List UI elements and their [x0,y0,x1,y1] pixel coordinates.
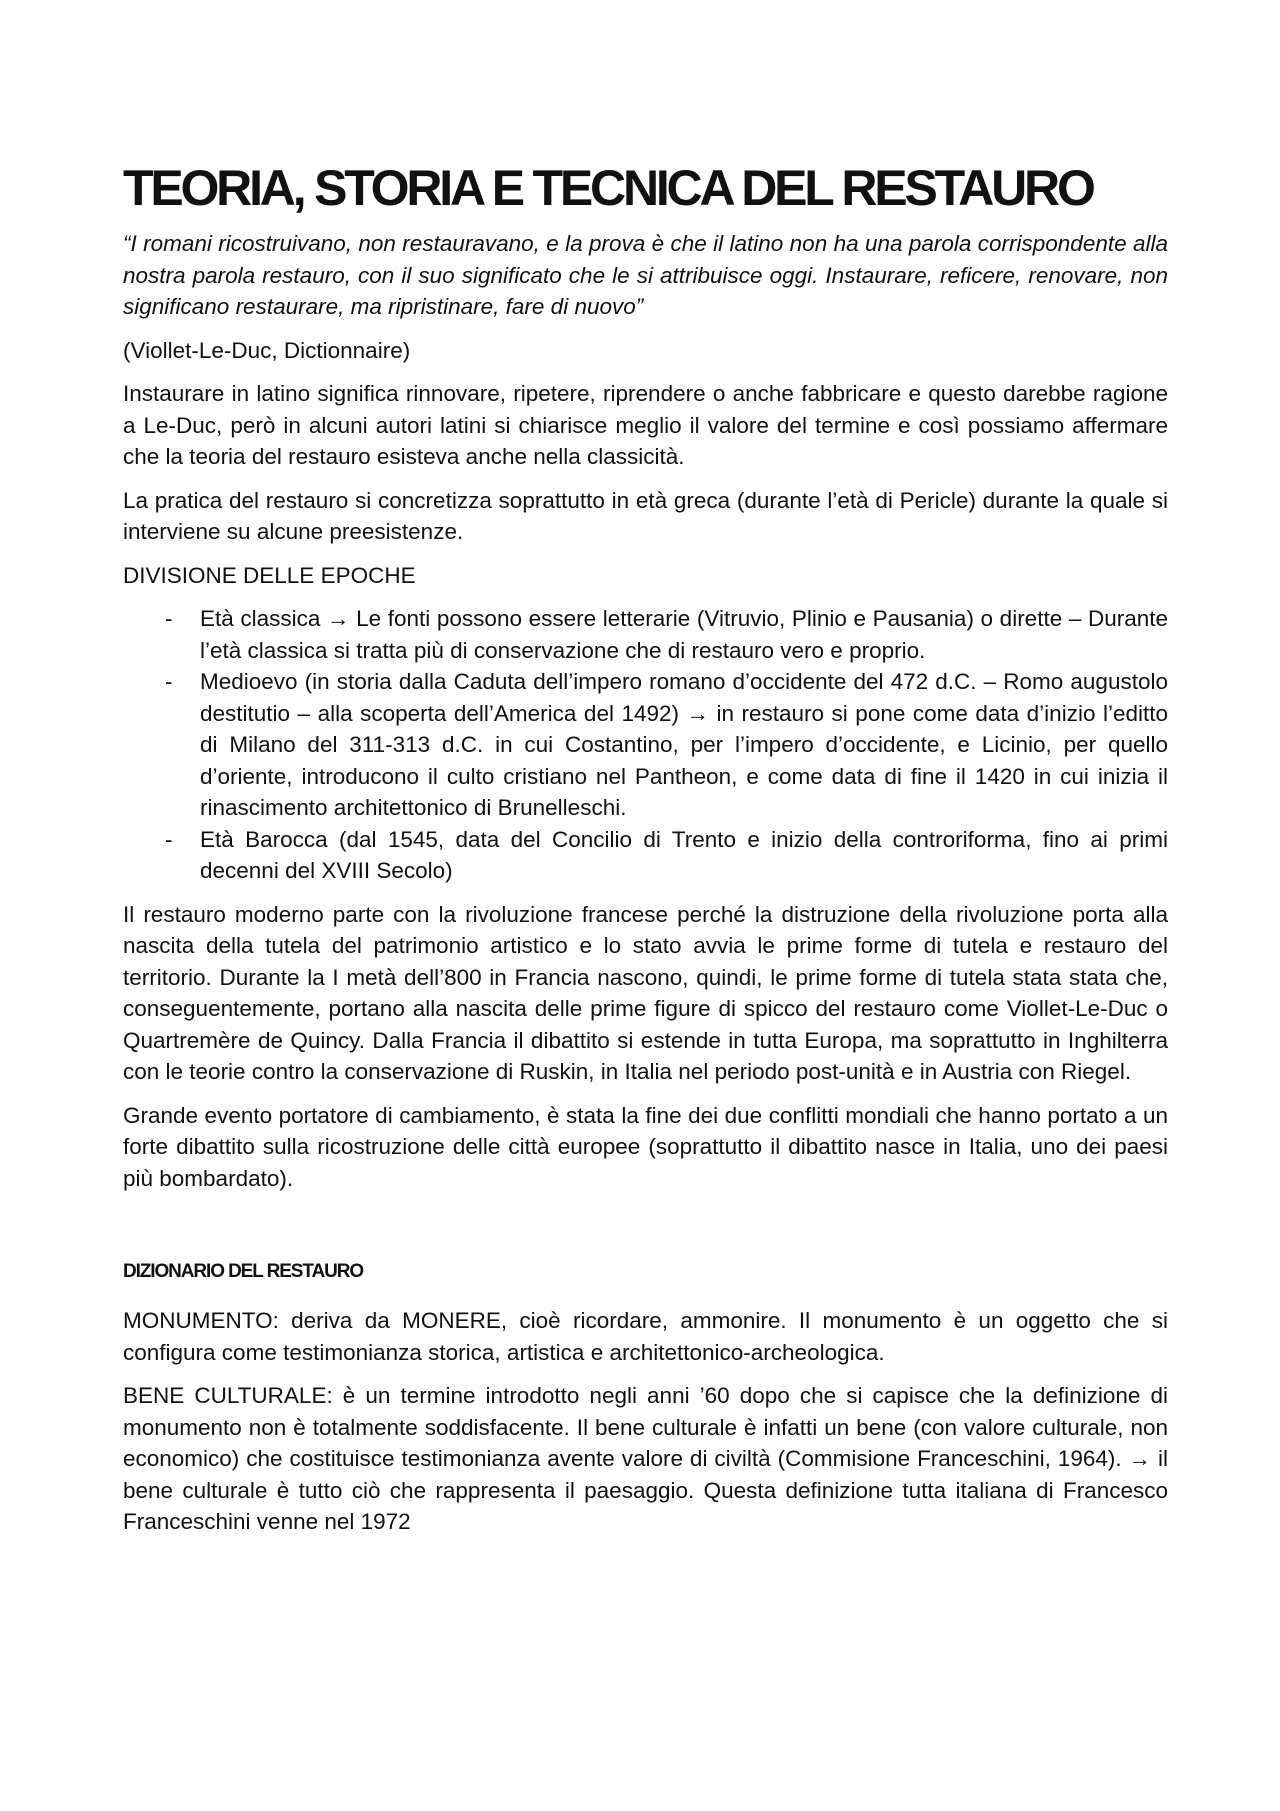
paragraph-restauro-moderno: Il restauro moderno parte con la rivoluzione francese perché la distruzione della rivoluzione porta alla nascita della tutela del patrimonio artistico e lo stato avvia le prime forme di tutela e restauro del territorio. Durante la I metà dell’800 in Francia nascono, quindi, le prime forme di tutela stata stata che, conseguentemente, portano alla nascita delle prime figure di spicco del restauro come Viollet-Le-Duc o Quartremère de Quincy. Dalla Francia il dibattito si estende in tutta Europa, ma soprattutto in Inghilterra con le teorie contro la conservazione di Ruskin, in Italia nel periodo post-unità e in Austria con Riegel. [123,901,1168,1084]
definition-bene-culturale: BENE CULTURALE: è un termine introdotto negli anni ’60 dopo che si capisce che la definizione di monumento non è totalmente soddisfacente. Il bene culturale è infatti un bene (con valore culturale, non economico) che costituisce testimonianza avente valore di civiltà (Commisione Franceschini, 1964). → il bene culturale è tutto ciò che rappresenta il paesaggio. Questa definizione tutta italiana di Francesco Franceschini venne nel 1972 [123,1383,1168,1534]
epoch-text: Medioevo (in storia dalla Caduta dell’impero romano d’occidente del 472 d.C. – Romo augustolo destitutio – alla scoperta dell’America del 1492) → in restauro si pone come data d’inizio l’editto di Milano del 311-313 d.C. in cui Costantino, per l’impero d’occidente, e Licinio, per quello d’oriente, introducono il culto cristiano nel Pantheon, e come data di fine il 1420 in cui inizia il rinascimento architettonico di Brunelleschi. [200,669,1168,820]
bullet-dash: - [165,606,173,631]
dictionary-heading: DIZIONARIO DEL RESTAURO [123,1261,364,1282]
division-heading: DIVISIONE DELLE EPOCHE [123,562,416,588]
quote-source: (Viollet-Le-Duc, Dictionnaire) [123,337,411,363]
bullet-dash: - [165,669,173,694]
list-item [123,603,1168,666]
paragraph-pratica: La pratica del restauro si concretizza soprattutto in età greca (durante l’età di Pericle) durante la quale si interviene su alcune preesistenze. [123,487,1168,544]
list-item [123,666,1168,824]
bullet-dash: - [165,826,173,852]
definition-monumento: MONUMENTO: deriva da MONERE, cioè ricordare, ammonire. Il monumento è un oggetto che si configura come testimonianza storica, artistica e architettonico-archeologica. [123,1308,1168,1365]
opening-quote: “I romani ricostruivano, non restauravano, e la prova è che il latino non ha una parola corrispondente alla nostra parola restauro, con il suo significato che le si attribuisce oggi. Instaurare, reficere, renovare, non significano restaurare, ma ripristinare, fare di nuovo” [123,231,1168,319]
paragraph-grande-evento: Grande evento portatore di cambiamento, è stata la fine dei due conflitti mondiali che hanno portato a un forte dibattito sulla ricostruzione delle città europee (soprattutto il dibattito nasce in Italia, uno dei paesi più bombardato). [123,1102,1168,1191]
epoch-text: Età Barocca (dal 1545, data del Concilio di Trento e inizio della controriforma, fino ai primi decenni del XVIII Secolo) [200,826,1168,883]
spacer [123,1206,1168,1256]
epochs-list [123,603,1168,887]
document-title: TEORIA, STORIA E TECNICA DEL RESTAURO [123,160,1093,216]
epoch-text: Età classica → Le fonti possono essere letterarie (Vitruvio, Plinio e Pausania) o dirette – Durante l’età classica si tratta più di conservazione che di restauro vero e proprio. [200,606,1168,663]
document-page [123,160,1168,1550]
paragraph-instaurare: Instaurare in latino significa rinnovare, ripetere, riprendere o anche fabbricare e questo darebbe ragione a Le-Duc, però in alcuni autori latini si chiarisce meglio il valore del termine e così possiamo affermare che la teoria del restauro esisteva anche nella classicità. [123,381,1168,469]
list-item [123,824,1168,887]
